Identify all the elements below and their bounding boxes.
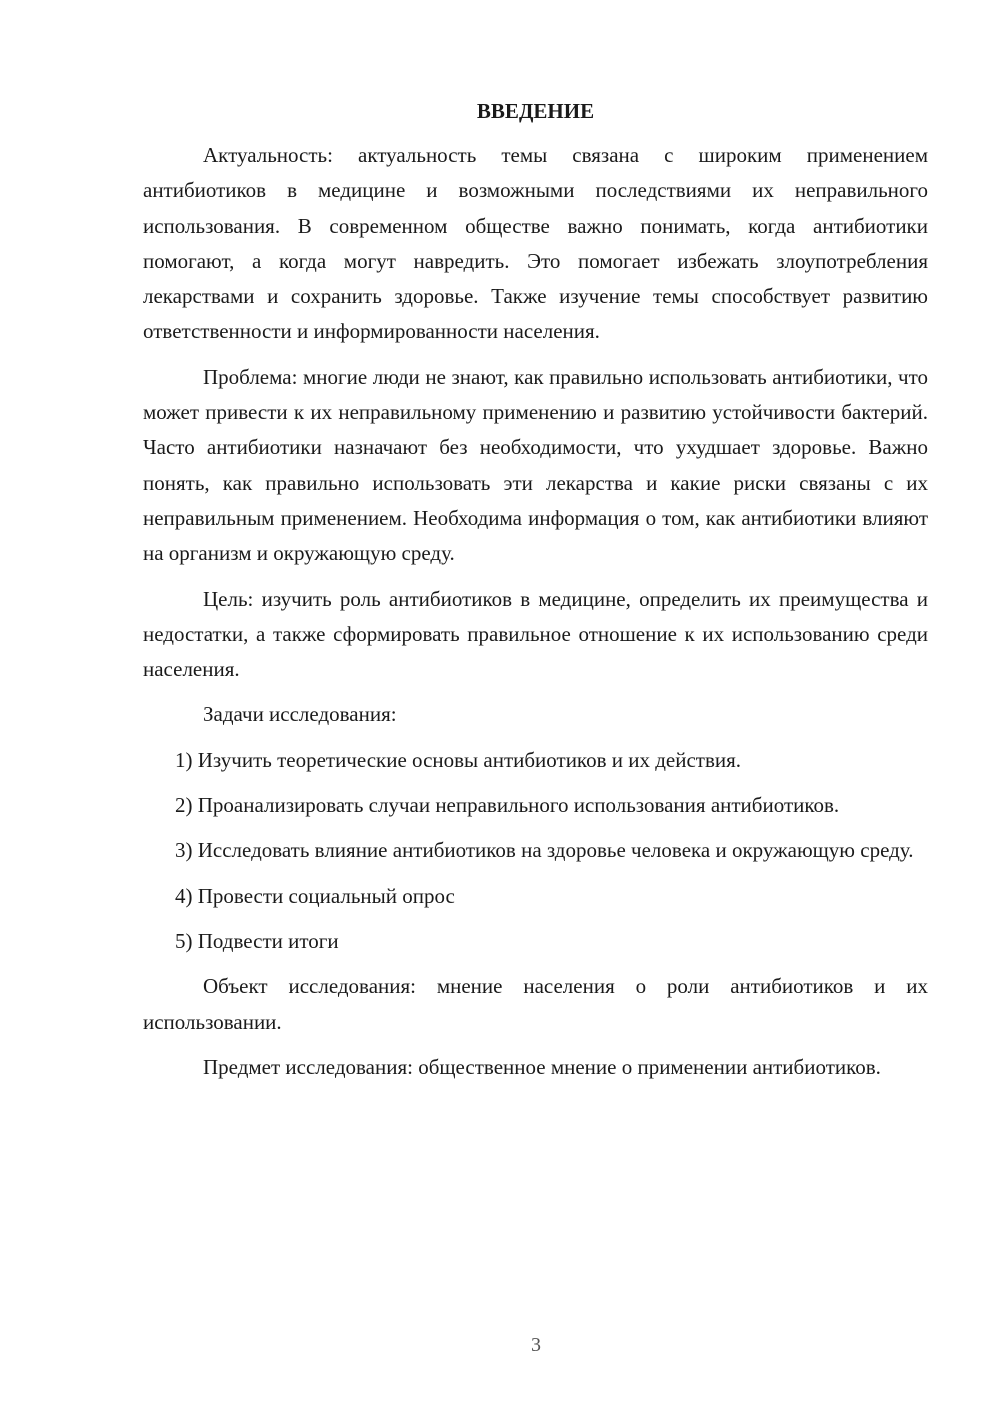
page-number: 3 — [531, 1334, 541, 1356]
task-item-5: 5) Подвести итоги — [175, 928, 339, 953]
paragraph-problem: Проблема: многие люди не знают, как правильно использовать антибиотики, что может привести к их неправильному применению и развитию устойчивости бактерий. Часто антибиотики назначают без необходимости, что ухудшает здоровье. Важно понять, как правильно использовать эти лекарства и какие риски связаны с их неправильным применением. Необходима информация о том, как антибиотики влияют на организм и окружающую среду. — [143, 364, 928, 566]
task-item-4: 4) Провести социальный опрос — [175, 883, 455, 908]
document-page — [143, 96, 928, 1085]
tasks-heading: Задачи исследования: — [203, 702, 397, 727]
paragraph-goal: Цель: изучить роль антибиотиков в медицине, определить их преимущества и недостатки, а также сформировать правильное отношение к их использованию среди населения. — [143, 586, 928, 682]
task-item-3: 3) Исследовать влияние антибиотиков на здоровье человека и окружающую среду. — [175, 838, 914, 863]
paragraph-subject: Предмет исследования: общественное мнение о применении антибиотиков. — [203, 1054, 881, 1079]
task-item-1: 1) Изучить теоретические основы антибиотиков и их действия. — [175, 747, 742, 772]
paragraph-object: Объект исследования: мнение населения о роли антибиотиков и их использовании. — [143, 974, 928, 1034]
paragraph-relevance: Актуальность: актуальность темы связана с широким применением антибиотиков в медицине и возможными последствиями их неправильного использования. В современном обществе важно понимать, когда антибиотики помогают, а когда могут навредить. Это помогает избежать злоупотребления лекарствами и сохранить здоровье. Также изучение темы способствует развитию ответственности и информированности населения. — [143, 143, 928, 344]
task-item-2: 2) Проанализировать случаи неправильного использования антибиотиков. — [175, 793, 840, 818]
section-title: ВВЕДЕНИЕ — [476, 99, 595, 123]
